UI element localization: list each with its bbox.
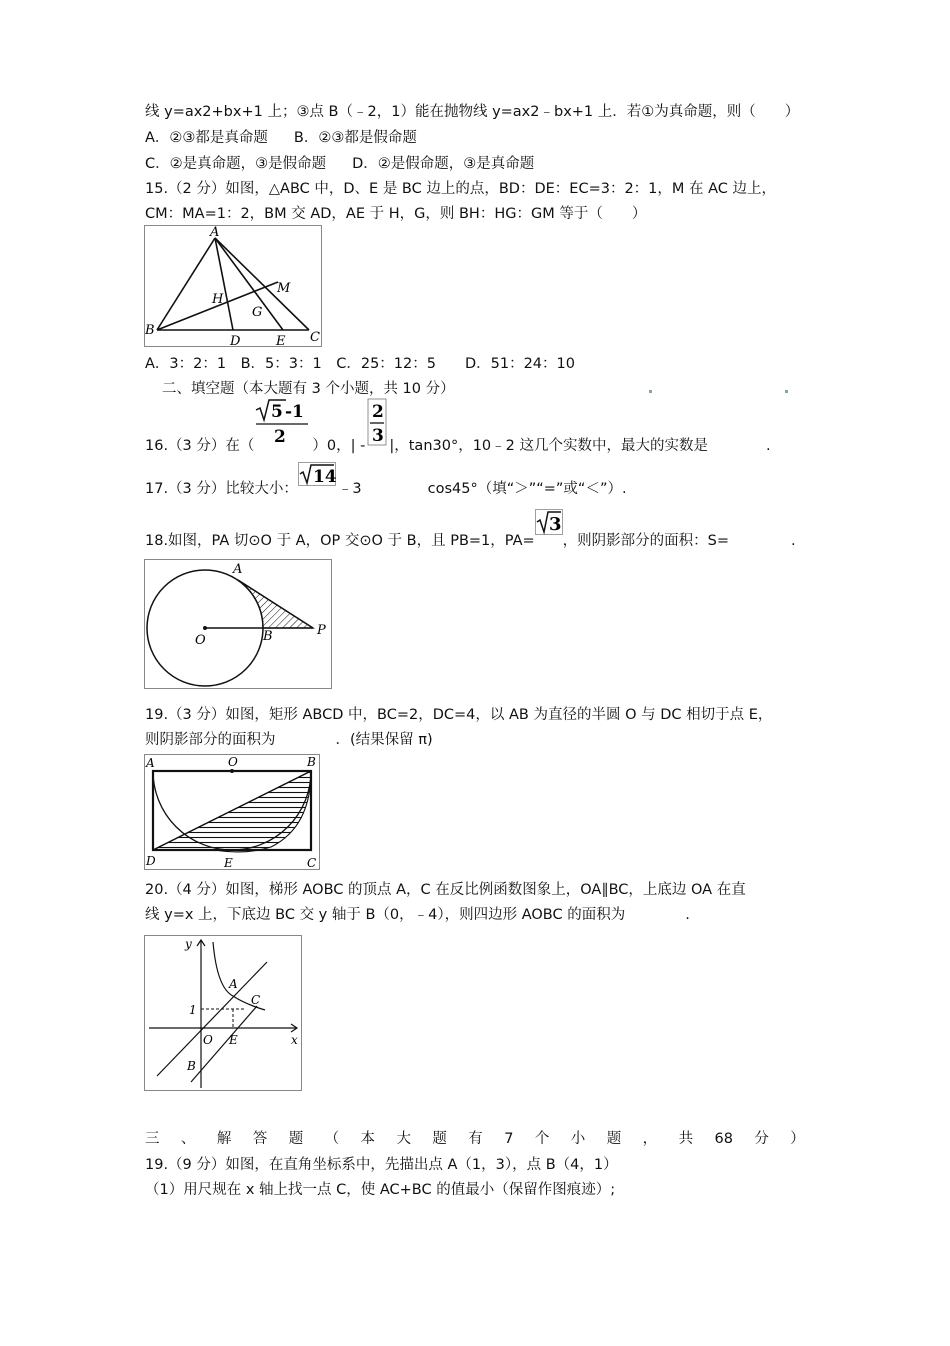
label-a: A <box>210 226 220 240</box>
q20-coordinate-figure <box>144 935 302 1091</box>
label-m: M <box>277 281 291 296</box>
label-o: O <box>203 1033 213 1047</box>
q17-prefix: 17.（3 分）比较大小： <box>145 481 298 497</box>
q18-suffix: ，则阴影部分的面积：S= <box>562 533 730 549</box>
label-a: A <box>233 562 243 577</box>
label-e: E <box>276 334 286 346</box>
scan-dot <box>649 390 652 393</box>
q14-option-c: C．②是真命题，③是假命题 <box>145 156 327 172</box>
label-o: O <box>195 633 206 648</box>
svg-text:-1: -1 <box>285 402 305 422</box>
label-e: E <box>229 1033 238 1047</box>
q19b-line2: （1）用尺规在 x 轴上找一点 C，使 AC+BC 的值最小（保留作图痕迹）; <box>145 1182 616 1198</box>
segment-ad <box>215 238 233 330</box>
q18-line <box>145 509 796 549</box>
q16-fraction-sqrt5-minus-1-over-2 <box>254 398 310 467</box>
q17-suffix: cos45°（填“＞”“=”或“＜”）. <box>427 481 627 497</box>
label-b: B <box>263 629 273 644</box>
q14-option-d: D．②是假命题，③是真命题 <box>352 156 535 172</box>
label-c: C <box>307 856 317 869</box>
label-b: B <box>187 1059 196 1073</box>
label-h: H <box>212 292 224 307</box>
q17-after-sqrt: ﹣3 <box>337 481 362 497</box>
q16-line <box>145 398 771 454</box>
q17-line <box>145 462 627 497</box>
svg-text:2: 2 <box>372 402 385 422</box>
label-g: G <box>252 305 263 320</box>
section-2-title: 二、填空题（本大题有 3 个小题，共 10 分） <box>162 381 455 397</box>
q19b-line1: 19.（9 分）如图，在直角坐标系中，先描出点 A（1，3），点 B（4，1） <box>145 1157 618 1173</box>
line-oa <box>157 962 267 1076</box>
q14-options-cd <box>145 154 534 174</box>
label-a: A <box>229 977 238 991</box>
q20-line1: 20.（4 分）如图，梯形 AOBC 的顶点 A，C 在反比例函数图象上，OA∥BC，上底边 OA 在直 <box>145 882 746 898</box>
q14-options-ab <box>145 128 417 148</box>
svg-text:3: 3 <box>372 426 385 446</box>
label-c: C <box>251 993 261 1007</box>
q16-end: . <box>766 438 771 454</box>
q18-circle-tangent-figure <box>144 559 332 689</box>
q15-options: A．3：2：1 B．5：3：1 C．25：12：5 D．51：24：10 <box>145 356 575 372</box>
q18-end: . <box>791 533 796 549</box>
svg-text:14: 14 <box>312 467 336 486</box>
scan-dot <box>785 390 788 393</box>
svg-text:5: 5 <box>271 402 284 422</box>
q16-fraction-2-over-3 <box>367 398 387 467</box>
q20-line2: 线 y=x 上，下底边 BC 交 y 轴于 B（0，﹣4），则四边形 AOBC 的面积为 . <box>145 907 690 923</box>
q14-option-b: B．②③都是假命题 <box>293 130 417 146</box>
label-one: 1 <box>189 1003 197 1017</box>
q19-line1: 19.（3 分）如图，矩形 ABCD 中，BC=2，DC=4，以 AB 为直径的半圆 O 与 DC 相切于点 E， <box>145 707 773 723</box>
svg-text:2: 2 <box>274 427 287 446</box>
q19-rectangle-semicircle-figure <box>144 754 320 870</box>
q18-sqrt3 <box>535 509 563 546</box>
side-ab <box>157 238 215 330</box>
label-p: P <box>317 623 326 638</box>
q15-line2: CM：MA=1：2，BM 交 AD，AE 于 H，G，则 BH：HG：GM 等于（ ） <box>145 206 647 222</box>
q16-suffix: |，tan30°，10﹣2 这几个实数中，最大的实数是 <box>389 438 708 454</box>
label-o: O <box>228 755 238 769</box>
label-d: D <box>230 334 241 346</box>
section-3-title: 三 、 解 答 题 （ 本 大 题 有 7 个 小 题 ， 共 68 分 ） <box>145 1131 805 1147</box>
q15-triangle-figure <box>144 225 322 347</box>
q16-prefix: 16.（3 分）在（ <box>145 438 255 454</box>
label-e: E <box>224 856 233 869</box>
label-b: B <box>145 323 155 338</box>
label-d: D <box>146 854 156 868</box>
label-a: A <box>146 756 155 770</box>
label-x: x <box>291 1033 298 1047</box>
q17-sqrt14 <box>298 462 336 497</box>
q14-option-a: A．②③都是真命题 <box>145 130 268 146</box>
q16-mid: ）0，| - <box>312 438 366 454</box>
q18-prefix: 18.如图，PA 切⊙O 于 A，OP 交⊙O 于 B，且 PB=1，PA= <box>145 533 535 549</box>
label-c: C <box>310 330 320 345</box>
svg-text:3: 3 <box>548 514 562 535</box>
q15-line1: 15.（2 分）如图，△ABC 中，D、E 是 BC 边上的点，BD：DE：EC=3：2：1，M 在 AC 边上， <box>145 181 777 197</box>
label-b: B <box>307 755 316 769</box>
label-y: y <box>185 937 192 951</box>
q14-line1: 线 y=ax2+bx+1 上；③点 B（﹣2，1）能在抛物线 y=ax2﹣bx+1 上．若①为真命题，则（ ） <box>145 104 800 120</box>
q19-line2: 则阴影部分的面积为 ．(结果保留 π) <box>145 732 433 748</box>
